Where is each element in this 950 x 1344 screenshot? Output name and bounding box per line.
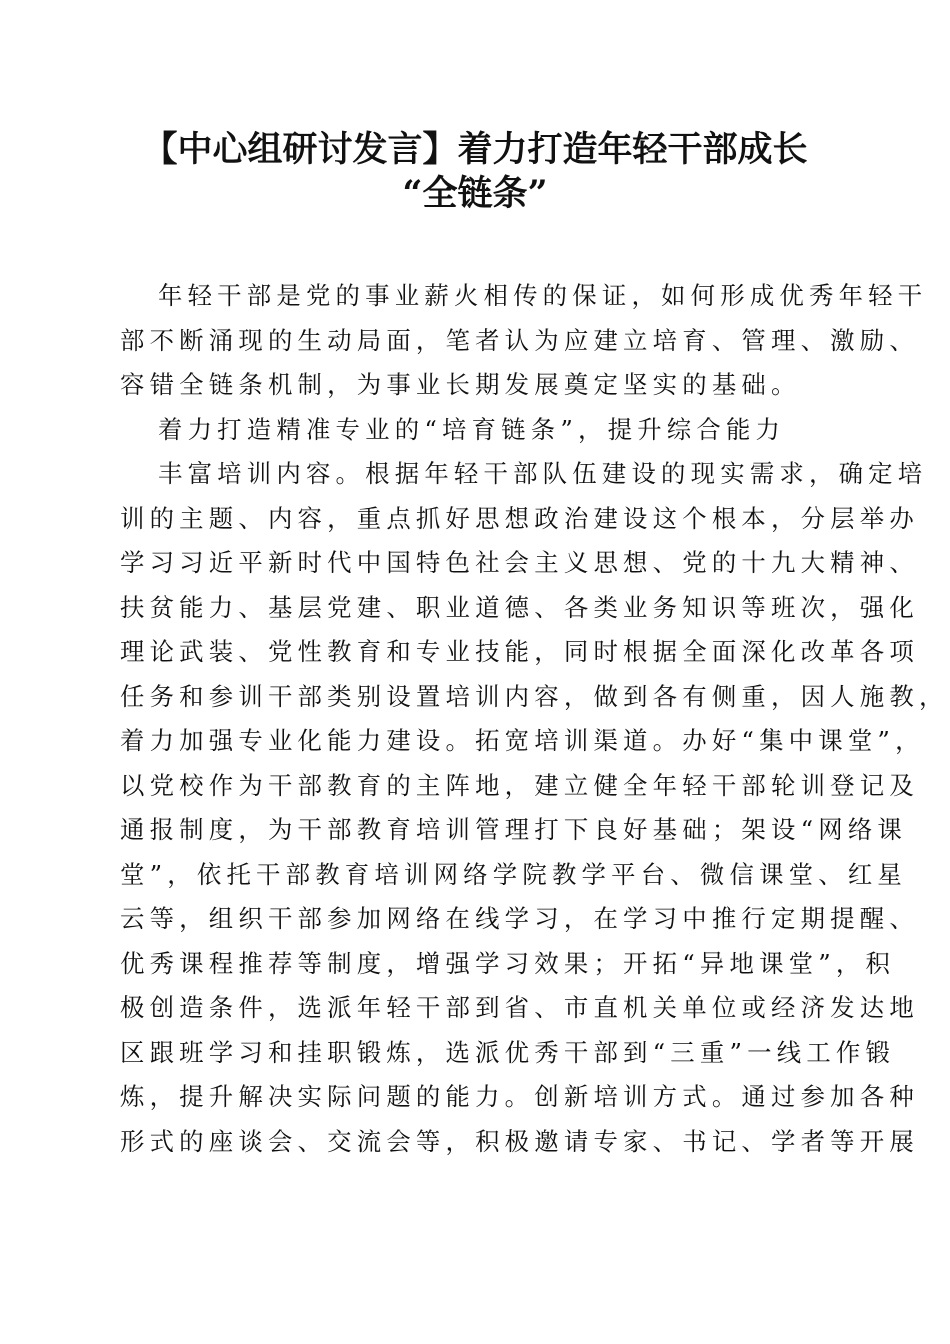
paragraph-line: 以党校作为干部教育的主阵地，建立健全年轻干部轮训登记及 [120, 770, 919, 800]
paragraph-line: 部不断涌现的生动局面，笔者认为应建立培育、管理、激励、 [120, 325, 919, 355]
document-body [120, 274, 949, 1164]
document-title [120, 128, 830, 216]
paragraph-line: 理论武装、党性教育和专业技能，同时根据全面深化改革各项 [120, 637, 919, 666]
paragraph-line: 极创造条件，选派年轻干部到省、市直机关单位或经济发达地 [120, 993, 919, 1022]
paragraph-line: 扶贫能力、基层党建、职业道德、各类业务知识等班次，强化 [120, 592, 919, 622]
title-line-2: “全链条” [402, 173, 548, 214]
paragraph-line: 形式的座谈会、交流会等，积极邀请专家、书记、学者等开展 [120, 1126, 919, 1156]
paragraph-line: 丰富培训内容。根据年轻干部队伍建设的现实需求，确定培 [158, 459, 928, 488]
section-heading: 着力打造精准专业的“培育链条”，提升综合能力 [158, 414, 786, 444]
paragraph-line: 通报制度，为干部教育培训管理打下良好基础；架设“网络课 [120, 815, 908, 844]
paragraph-line: 任务和参训干部类别设置培训内容，做到各有侧重，因人施教， [120, 681, 949, 711]
title-line-1: 【中心组研讨发言】着力打造年轻干部成长 [142, 129, 808, 170]
paragraph-line: 年轻干部是党的事业薪火相传的保证，如何形成优秀年轻干 [158, 281, 928, 310]
paragraph-line: 炼，提升解决实际问题的能力。创新培训方式。通过参加各种 [120, 1082, 919, 1111]
paragraph-line: 优秀课程推荐等制度，增强学习效果；开拓“异地课堂”，积 [120, 948, 896, 978]
paragraph-line: 区跟班学习和挂职锻炼，选派优秀干部到“三重”一线工作锻 [120, 1037, 896, 1067]
paragraph-line: 着力加强专业化能力建设。拓宽培训渠道。办好“集中课堂”， [120, 726, 925, 755]
paragraph-line: 学习习近平新时代中国特色社会主义思想、党的十九大精神、 [120, 548, 919, 577]
paragraph-line: 容错全链条机制，为事业长期发展奠定坚实的基础。 [120, 370, 801, 399]
paragraph-line: 堂”，依托干部教育培训网络学院教学平台、微信课堂、红星 [120, 859, 908, 889]
paragraph-line: 云等，组织干部参加网络在线学习，在学习中推行定期提醒、 [120, 904, 919, 933]
paragraph-line: 训的主题、内容，重点抓好思想政治建设这个根本，分层举办 [120, 503, 919, 533]
